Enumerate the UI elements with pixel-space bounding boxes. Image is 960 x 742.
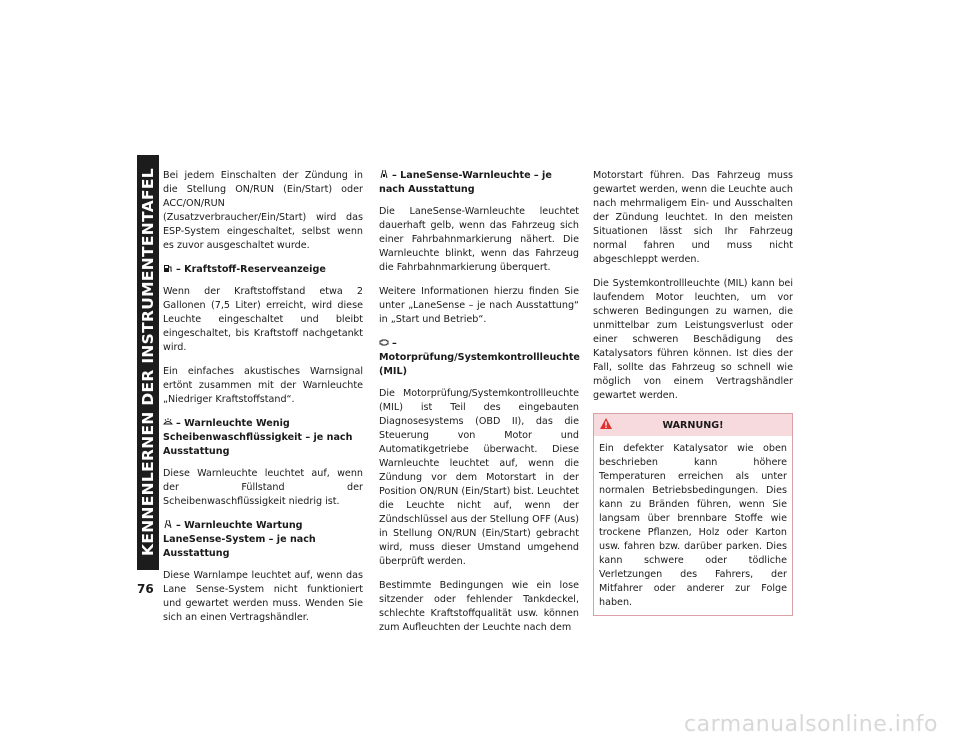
column-3: [593, 169, 793, 616]
column-2: [379, 169, 579, 645]
paragraph: Die Systemkontrollleuchte (MIL) kann bei laufendem Motor leuchten, um vor schweren Bedingungen zu warnen, die unmittelbar zum Leistungsverlust oder einer schweren Beschädigung des Katalysators führen können. Ist dies der Fall, sollte das Fahrzeug so schnell wie möglich von einem Vertragshändler gewartet werden.: [593, 278, 793, 401]
paragraph: Ein einfaches akustisches Warnsignal ertönt zusammen mit der Warnleuchte „Niedriger Kraftstoffstand“.: [163, 366, 363, 405]
paragraph: Diese Warnleuchte leuchtet auf, wenn der Füllstand der Scheibenwaschflüssigkeit niedrig ist.: [163, 468, 363, 507]
warning-triangle-icon: [599, 417, 613, 431]
paragraph: Weitere Informationen hierzu finden Sie unter „LaneSense – je nach Ausstattung“ in „Start und Betrieb“.: [379, 286, 579, 325]
column-1: [163, 169, 363, 635]
paragraph: Diese Warnlampe leuchtet auf, wenn das Lane Sense-System nicht funktioniert und gewartet werden muss. Wenden Sie sich an einen Vertragshändler.: [163, 570, 363, 623]
section-heading-washer: – Warnleuchte Wenig: [163, 417, 363, 431]
lane-sense-icon: [379, 169, 389, 179]
section-heading-lanesense-service: – Warnleuchte Wartung: [163, 519, 363, 533]
paragraph: Die Motorprüfung/Systemkontrollleuchte (MIL) ist Teil des eingebauten Diagnosesystems (OBD II), das die Steuerung von Motor und Automatikgetriebe überwacht. Diese Warnleuchte leuchtet auf, wenn die Zündung vor dem Motorstart in der Position ON/RUN (Ein/Start) bist. Leuchtet die Leuchte nicht auf, wenn der Zündschlüssel aus der Stellung OFF (Aus) in Stellung ON/RUN (Ein/Start) gebracht wird, muss dieser Umstand umgehend überprüft werden.: [379, 388, 579, 567]
lane-sense-service-icon: [163, 519, 173, 529]
paragraph: Bestimmte Bedingungen wie ein lose sitzender oder fehlender Tankdeckel, schlechte Kraftstoffqualität usw. können zum Aufleuchten der Leuchte nach dem: [379, 580, 579, 633]
paragraph: Motorstart führen. Das Fahrzeug muss gewartet werden, wenn die Leuchte auch nach mehrmaligem Ein- und Ausschalten der Zündung leuchtet. In den meisten Situationen lässt sich Ihr Fahrzeug normal fahren und muss nicht abgeschleppt werden.: [593, 170, 793, 265]
paragraph: Die LaneSense-Warnleuchte leuchtet dauerhaft gelb, wenn das Fahrzeug sich einer Fahrbahnmarkierung nähert. Die Warnleuchte blinkt, wenn das Fahrzeug die Fahrbahnmarkierung überquert.: [379, 206, 579, 273]
section-heading-lanesense-service-cont: LaneSense-System – je nach Ausstattung: [163, 534, 316, 559]
side-tab-label: KENNENLERNEN DER INSTRUMENTENTAFEL: [139, 168, 157, 556]
section-heading-washer-cont: Scheibenwaschflüssigkeit – je nach Ausstattung: [163, 432, 353, 457]
engine-check-icon: [379, 337, 389, 347]
warning-text: Ein defekter Katalysator wie oben beschrieben kann höhere Temperaturen erreichen als unter normalen Betriebsbedingungen. Dies kann zu Bränden führen, wenn Sie langsam über brennbare Stoffe wie trockene Pflanzen, Holz oder Karton usw. fahren bzw. darüber parken. Dies kann schwere oder tödliche Verletzungen des Fahrers, der Mitfahrer oder anderer zur Folge haben.: [599, 443, 787, 608]
warning-title: WARNUNG!: [662, 419, 724, 431]
section-heading-lanesense: – LaneSense-Warnleuchte – je nach Ausstattung: [379, 170, 552, 195]
section-heading-mil: – Motorprüfung/Systemkontrollleuchte (MIL): [379, 338, 580, 377]
watermark: carmanualsonline.info: [684, 712, 938, 737]
washer-fluid-icon: [163, 417, 173, 427]
warning-box: [593, 413, 793, 616]
page-number: 76: [137, 582, 154, 596]
warning-header: [594, 414, 792, 436]
section-heading-fuel: – Kraftstoff-Reserveanzeige: [163, 263, 363, 277]
paragraph: Bei jedem Einschalten der Zündung in die Stellung ON/RUN (Ein/Start) oder ACC/ON/RUN (Zusatzverbraucher/Ein/Start) wird das ESP-System eingeschaltet, selbst wenn es zuvor ausgeschaltet wurde.: [163, 170, 363, 251]
warning-body: [594, 436, 792, 615]
fuel-pump-icon: [163, 263, 173, 273]
paragraph: Wenn der Kraftstoffstand etwa 2 Gallonen (7,5 Liter) erreicht, wird diese Leuchte eingeschaltet und bleibt eingeschaltet, bis Kraftstoff nachgetankt wird.: [163, 286, 363, 353]
